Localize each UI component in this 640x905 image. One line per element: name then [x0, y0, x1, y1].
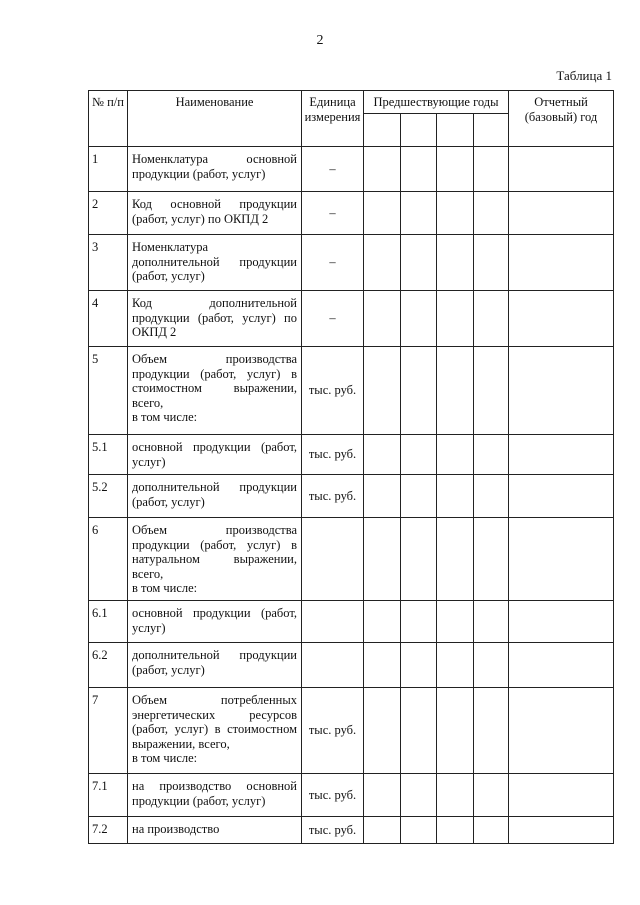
row-number: 5: [89, 347, 128, 435]
row-unit: –: [302, 291, 364, 347]
row-number: 6.2: [89, 643, 128, 688]
cell-year-1[interactable]: [364, 235, 401, 291]
data-table: [88, 90, 614, 844]
cell-year-1[interactable]: [364, 688, 401, 774]
cell-year-2[interactable]: [401, 347, 437, 435]
table-row: [89, 235, 614, 291]
row-unit: –: [302, 235, 364, 291]
cell-year-4[interactable]: [474, 817, 509, 844]
table-row: [89, 291, 614, 347]
row-unit: –: [302, 147, 364, 192]
cell-year-3[interactable]: [437, 518, 474, 601]
row-name-text: дополнительной продукции (работ, услуг): [132, 480, 297, 509]
cell-year-4[interactable]: [474, 192, 509, 235]
row-name-text: на производство основной продукции (работ, услуг): [132, 779, 297, 808]
cell-year-1[interactable]: [364, 774, 401, 817]
header-num: № п/п: [89, 91, 128, 147]
header-year-3: [437, 114, 474, 147]
row-unit: [302, 518, 364, 601]
row-name-text: Код дополнительной продукции (работ, услуг) по ОКПД 2: [132, 296, 297, 339]
table-row: [89, 475, 614, 518]
cell-year-3[interactable]: [437, 291, 474, 347]
cell-year-3[interactable]: [437, 601, 474, 643]
row-name: [128, 147, 302, 192]
row-unit: тыс. руб.: [302, 688, 364, 774]
cell-year-3[interactable]: [437, 435, 474, 475]
table-row: [89, 347, 614, 435]
cell-year-3[interactable]: [437, 643, 474, 688]
header-name: Наименование: [128, 91, 302, 147]
cell-year-2[interactable]: [401, 235, 437, 291]
row-number: 1: [89, 147, 128, 192]
row-unit: тыс. руб.: [302, 774, 364, 817]
row-name-text: Объем потребленных энергетических ресурсов (работ, услуг) в стоимостном выражении, всего,: [132, 693, 297, 751]
cell-year-2[interactable]: [401, 475, 437, 518]
table-row: [89, 688, 614, 774]
row-name-text: основной продукции (работ, услуг): [132, 440, 297, 469]
cell-year-2[interactable]: [401, 643, 437, 688]
row-unit: тыс. руб.: [302, 347, 364, 435]
table-caption: Таблица 1: [556, 68, 612, 83]
row-name: [128, 347, 302, 435]
cell-year-1[interactable]: [364, 643, 401, 688]
row-number: 7.1: [89, 774, 128, 817]
cell-year-4[interactable]: [474, 688, 509, 774]
table-row: [89, 774, 614, 817]
cell-year-4[interactable]: [474, 435, 509, 475]
cell-report-year[interactable]: [509, 435, 614, 475]
cell-year-2[interactable]: [401, 601, 437, 643]
row-name: [128, 688, 302, 774]
cell-report-year[interactable]: [509, 518, 614, 601]
row-number: 3: [89, 235, 128, 291]
table-row: [89, 518, 614, 601]
row-number: 2: [89, 192, 128, 235]
row-name-text: Номенклатура дополнительной продукции (работ, услуг): [132, 240, 297, 283]
cell-year-2[interactable]: [401, 435, 437, 475]
row-number: 7.2: [89, 817, 128, 844]
table-row: [89, 192, 614, 235]
cell-report-year[interactable]: [509, 347, 614, 435]
cell-year-1[interactable]: [364, 147, 401, 192]
cell-year-4[interactable]: [474, 291, 509, 347]
cell-year-2[interactable]: [401, 688, 437, 774]
cell-year-1[interactable]: [364, 291, 401, 347]
cell-year-4[interactable]: [474, 774, 509, 817]
cell-year-2[interactable]: [401, 147, 437, 192]
table-row: [89, 643, 614, 688]
row-name: [128, 475, 302, 518]
row-name: [128, 774, 302, 817]
cell-year-4[interactable]: [474, 601, 509, 643]
row-name-subtext: в том числе:: [132, 581, 198, 595]
cell-report-year[interactable]: [509, 147, 614, 192]
row-name-text: дополнительной продукции (работ, услуг): [132, 648, 297, 677]
row-unit: тыс. руб.: [302, 817, 364, 844]
cell-year-2[interactable]: [401, 817, 437, 844]
table-row: [89, 147, 614, 192]
cell-year-3[interactable]: [437, 774, 474, 817]
cell-report-year[interactable]: [509, 291, 614, 347]
cell-report-year[interactable]: [509, 643, 614, 688]
cell-year-3[interactable]: [437, 347, 474, 435]
row-name: [128, 291, 302, 347]
cell-year-4[interactable]: [474, 643, 509, 688]
cell-year-1[interactable]: [364, 192, 401, 235]
cell-year-2[interactable]: [401, 291, 437, 347]
cell-year-1[interactable]: [364, 435, 401, 475]
row-name: [128, 435, 302, 475]
row-name-text: Объем производства продукции (работ, услуг) в натуральном выражении, всего,: [132, 523, 297, 581]
cell-year-4[interactable]: [474, 235, 509, 291]
row-unit: тыс. руб.: [302, 475, 364, 518]
row-unit: [302, 643, 364, 688]
row-unit: –: [302, 192, 364, 235]
page-number: 2: [316, 33, 324, 48]
cell-report-year[interactable]: [509, 192, 614, 235]
cell-year-1[interactable]: [364, 817, 401, 844]
cell-year-3[interactable]: [437, 147, 474, 192]
cell-year-4[interactable]: [474, 475, 509, 518]
cell-report-year[interactable]: [509, 601, 614, 643]
cell-year-1[interactable]: [364, 475, 401, 518]
cell-report-year[interactable]: [509, 235, 614, 291]
row-number: 5.2: [89, 475, 128, 518]
cell-year-3[interactable]: [437, 817, 474, 844]
cell-year-2[interactable]: [401, 774, 437, 817]
cell-year-3[interactable]: [437, 475, 474, 518]
cell-year-2[interactable]: [401, 518, 437, 601]
row-number: 4: [89, 291, 128, 347]
row-unit: [302, 601, 364, 643]
cell-year-4[interactable]: [474, 518, 509, 601]
cell-year-3[interactable]: [437, 688, 474, 774]
row-name-text: Номенклатура основной продукции (работ, услуг): [132, 152, 297, 181]
cell-year-1[interactable]: [364, 601, 401, 643]
row-number: 7: [89, 688, 128, 774]
row-name-text: основной продукции (работ, услуг): [132, 606, 297, 635]
row-name-text: на производство: [132, 822, 220, 836]
cell-year-2[interactable]: [401, 192, 437, 235]
cell-year-4[interactable]: [474, 347, 509, 435]
row-name: [128, 643, 302, 688]
header-report-year: Отчетный (базовый) год: [509, 91, 614, 147]
row-name: [128, 601, 302, 643]
row-name: [128, 518, 302, 601]
table-row: [89, 435, 614, 475]
cell-year-1[interactable]: [364, 518, 401, 601]
header-unit: Единица измерения: [302, 91, 364, 147]
cell-year-3[interactable]: [437, 235, 474, 291]
header-year-1: [364, 114, 401, 147]
cell-report-year[interactable]: [509, 817, 614, 844]
row-number: 5.1: [89, 435, 128, 475]
cell-year-4[interactable]: [474, 147, 509, 192]
row-number: 6.1: [89, 601, 128, 643]
row-name: [128, 817, 302, 844]
row-name: [128, 235, 302, 291]
row-name: [128, 192, 302, 235]
row-name-subtext: в том числе:: [132, 410, 198, 424]
row-name-subtext: в том числе:: [132, 751, 198, 765]
cell-report-year[interactable]: [509, 688, 614, 774]
cell-report-year[interactable]: [509, 475, 614, 518]
header-year-2: [401, 114, 437, 147]
cell-year-1[interactable]: [364, 347, 401, 435]
table-row: [89, 817, 614, 844]
header-previous-years: Предшествующие годы: [364, 91, 509, 114]
row-number: 6: [89, 518, 128, 601]
cell-year-3[interactable]: [437, 192, 474, 235]
row-unit: тыс. руб.: [302, 435, 364, 475]
row-name-text: Объем производства продукции (работ, услуг) в стоимостном выражении, всего,: [132, 352, 297, 410]
header-year-4: [474, 114, 509, 147]
cell-report-year[interactable]: [509, 774, 614, 817]
row-name-text: Код основной продукции (работ, услуг) по ОКПД 2: [132, 197, 297, 226]
table-row: [89, 601, 614, 643]
